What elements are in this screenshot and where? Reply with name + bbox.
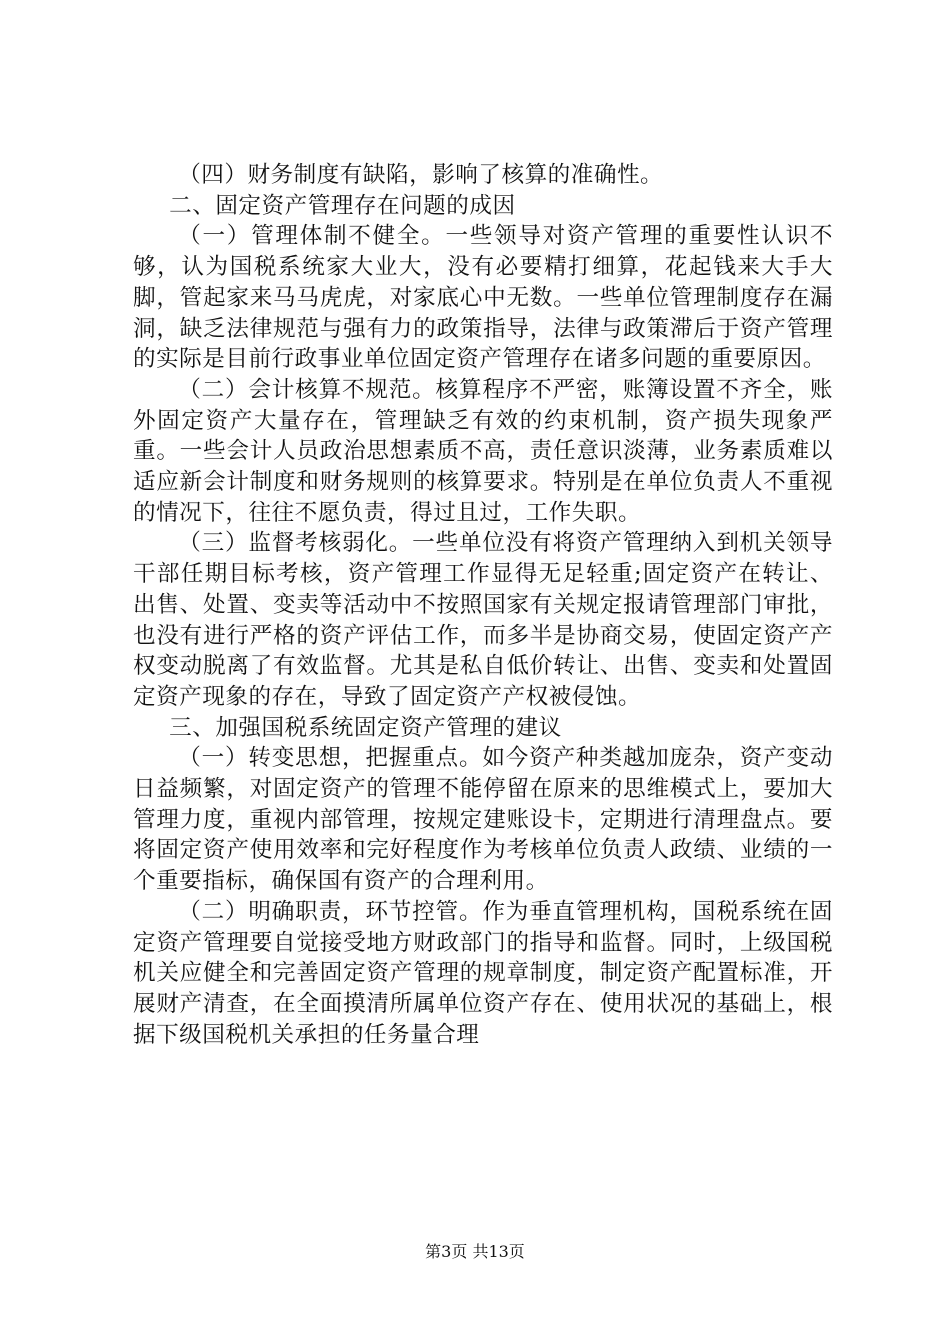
section-heading-causes: 二、固定资产管理存在问题的成因: [169, 192, 516, 219]
paragraph-clarify-duties: （二）明确职责，环节控管。作为垂直管理机构，国税系统在固定资产管理要自觉接受地方财政部门的指导和监督。同时，上级国税机关应健全和完善固定资产管理的规章制度，制定资产配置标准，开展财产清查，在全面摸清所属单位资产存在、使用状况的基础上，根据下级国税机关承担的任务量合理: [133, 898, 833, 1048]
page-number-footer: 第3页 共13页: [425, 1242, 525, 1261]
paragraph-supervision: （三）监督考核弱化。一些单位没有将资产管理纳入到机关领导干部任期目标考核，资产管理工作显得无足轻重;固定资产在转让、出售、处置、变卖等活动中不按照国家有关规定报请管理部门审批，也没有进行严格的资产评估工作，而多半是协商交易，使固定资产产权变动脱离了有效监督。尤其是私自低价转让、出售、变卖和处置固定资产现象的存在，导致了固定资产产权被侵蚀。: [133, 530, 833, 710]
paragraph-change-thinking: （一）转变思想，把握重点。如今资产种类越加庞杂，资产变动日益频繁，对固定资产的管理不能停留在原来的思维模式上，要加大管理力度，重视内部管理，按规定建账设卡，定期进行清理盘点。要将固定资产使用效率和完好程度作为考核单位负责人政绩、业绩的一个重要指标，确保国有资产的合理利用。: [133, 745, 833, 895]
section-heading-suggestions: 三、加强国税系统固定资产管理的建议: [169, 714, 562, 741]
paragraph-finance-defect: （四）财务制度有缺陷，影响了核算的准确性。: [178, 162, 664, 188]
paragraph-management-system: （一）管理体制不健全。一些领导对资产管理的重要性认识不够，认为国税系统家大业大，没有必要精打细算，花起钱来大手大脚，管起家来马马虎虎，对家底心中无数。一些单位管理制度存在漏洞，缺乏法律规范与强有力的政策指导，法律与政策滞后于资产管理的实际是目前行政事业单位固定资产管理存在诸多问题的重要原因。: [133, 223, 833, 373]
document-body: [133, 160, 833, 1050]
paragraph-accounting: （二）会计核算不规范。核算程序不严密，账簿设置不齐全，账外固定资产大量存在，管理缺乏有效的约束机制，资产损失现象严重。一些会计人员政治思想素质不高，责任意识淡薄，业务素质难以适应新会计制度和财务规则的核算要求。特别是在单位负责人不重视的情况下，往往不愿负责，得过且过，工作失职。: [133, 376, 833, 526]
